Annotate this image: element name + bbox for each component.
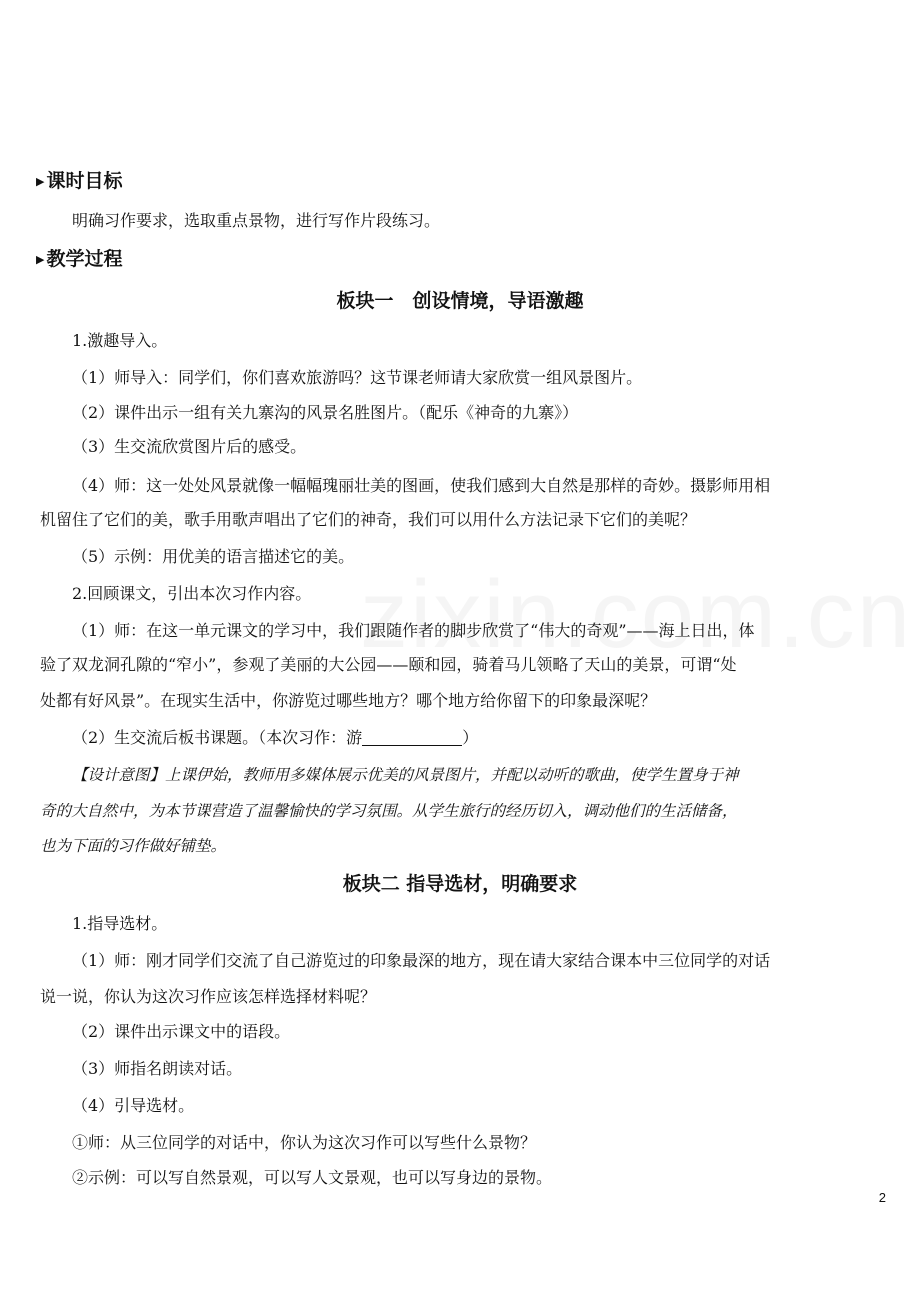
block1-q1-line1: （1）师：在这一单元课文的学习中，我们跟随作者的脚步欣赏了“伟大的奇观”——海上日出，体: [72, 621, 755, 640]
fill-in-blank: [362, 727, 462, 746]
block2-title: 板块二 指导选材，明确要求: [342, 873, 578, 895]
process-heading-text: 教学过程: [46, 248, 123, 270]
block1-q2-text: （2）生交流后板书课题。（本次习作：游: [72, 728, 363, 747]
block1-p4-line2: 机留住了它们的美，歌手用歌声唱出了它们的神奇，我们可以用什么方法记录下它们的美呢？: [40, 510, 697, 529]
block1-item2: 2.回顾课文，引出本次习作内容。: [72, 584, 312, 603]
goal-text: 明确习作要求，选取重点景物，进行写作片段练习。: [72, 211, 441, 230]
block1-title: 板块一 创设情境，导语激趣: [336, 290, 584, 312]
triangle-bullet-icon: ▶: [36, 253, 45, 266]
design-intent-line1: 【设计意图】上课伊始，教师用多媒体展示优美的风景图片，并配以动听的歌曲，使学生置身于神: [72, 766, 739, 784]
block2-s1: ①师：从三位同学的对话中，你认为这次习作可以写些什么景物？: [72, 1133, 537, 1152]
block1-q2: [72, 721, 882, 755]
block1-p3: （3）生交流欣赏图片后的感受。: [72, 437, 307, 456]
block1-item1: 1.激趣导入。: [72, 331, 168, 350]
block2-r1-line2: 说一说，你认为这次习作应该怎样选择材料呢？: [40, 987, 377, 1006]
block2-r2: （2）课件出示课文中的语段。: [72, 1022, 291, 1041]
page-number: 2: [878, 1190, 886, 1205]
goal-heading: [36, 164, 122, 199]
block1-p1: （1）师导入：同学们，你们喜欢旅游吗？这节课老师请大家欣赏一组风景图片。: [72, 368, 643, 387]
block1-p4-line1: （4）师：这一处处风景就像一幅幅瑰丽壮美的图画，使我们感到大自然是那样的奇妙。摄影师用相: [72, 476, 771, 495]
design-intent-line3: 也为下面的习作做好铺垫。: [40, 837, 227, 855]
goal-heading-text: 课时目标: [46, 170, 123, 192]
block1-q1-line3: 处都有好风景”。在现实生活中，你游览过哪些地方？哪个地方给你留下的印象最深呢？: [40, 691, 657, 710]
design-intent-line2: 奇的大自然中，为本节课营造了温馨愉快的学习氛围。从学生旅行的经历切入，调动他们的生活储备，: [40, 802, 738, 820]
block2-r1-line1: （1）师：刚才同学们交流了自己游览过的印象最深的地方，现在请大家结合课本中三位同学的对话: [72, 951, 771, 970]
block1-q2-close: ）: [462, 728, 479, 747]
block2-r4: （4）引导选材。: [72, 1096, 195, 1115]
block1-p5: （5）示例：用优美的语言描述它的美。: [72, 547, 355, 566]
block1-p2: （2）课件出示一组有关九寨沟的风景名胜图片。（配乐《神奇的九寨》）: [72, 403, 579, 422]
block1-q1-line2: 验了双龙洞孔隙的“窄小”，参观了美丽的大公园——颐和园，骑着马儿领略了天山的美景，可谓“处: [40, 655, 737, 674]
process-heading: [36, 242, 122, 277]
block2-s2: ②示例：可以写自然景观，可以写人文景观，也可以写身边的景物。: [72, 1168, 553, 1187]
block2-item1: 1.指导选材。: [72, 914, 168, 933]
triangle-bullet-icon: ▶: [36, 175, 45, 188]
block2-r3: （3）师指名朗读对话。: [72, 1059, 243, 1078]
